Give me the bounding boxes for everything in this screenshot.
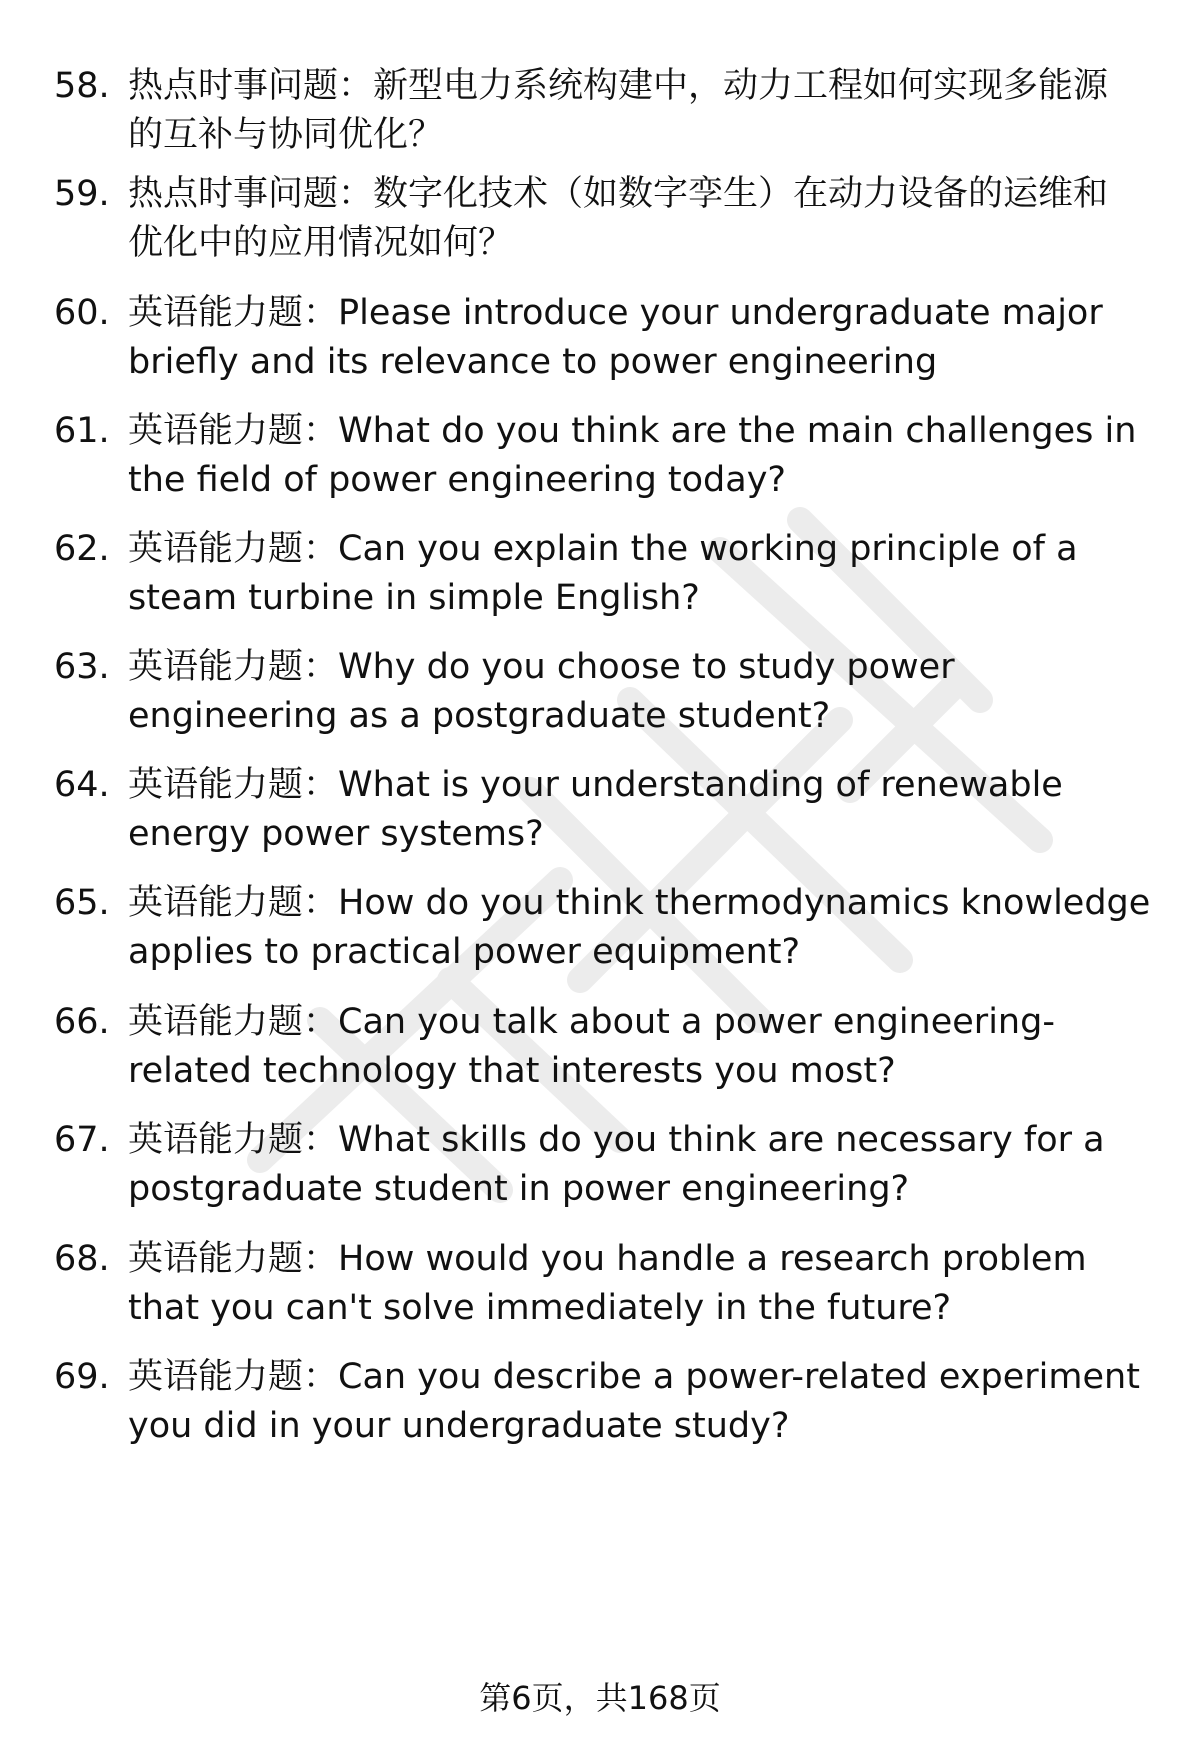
question-text-line: engineering as a postgraduate student? xyxy=(128,696,831,736)
question-item xyxy=(0,643,1200,743)
question-text-line: 优化中的应用情况如何？ xyxy=(128,223,514,263)
question-text xyxy=(128,643,1148,741)
question-text xyxy=(128,761,1148,859)
question-text-line: 英语能力题：Why do you choose to study power xyxy=(128,647,955,687)
question-item xyxy=(0,1235,1200,1335)
question-text-line: 热点时事问题：新型电力系统构建中，动力工程如何实现多能源 xyxy=(128,66,1109,106)
question-item xyxy=(0,1116,1200,1216)
question-number: 64. xyxy=(54,765,110,805)
question-item xyxy=(0,1353,1200,1453)
question-number: 66. xyxy=(54,1002,110,1042)
question-item xyxy=(0,879,1200,979)
question-item xyxy=(0,62,1200,162)
question-text-line: 的互补与协同优化？ xyxy=(128,115,444,155)
question-text xyxy=(128,289,1148,387)
question-number: 67. xyxy=(54,1120,110,1160)
question-number: 60. xyxy=(54,293,110,333)
question-text xyxy=(128,998,1148,1096)
question-text-line: postgraduate student in power engineering? xyxy=(128,1169,910,1209)
question-number: 63. xyxy=(54,647,110,687)
question-item xyxy=(0,407,1200,507)
question-text-line: 英语能力题：Can you talk about a power engineering- xyxy=(128,1002,1055,1042)
question-text xyxy=(128,1116,1148,1214)
question-text xyxy=(128,62,1148,160)
question-text-line: 英语能力题：What do you think are the main challenges in xyxy=(128,411,1137,451)
page-number: 第6页，共168页 xyxy=(479,1679,721,1717)
question-text xyxy=(128,879,1151,977)
question-text-line: 热点时事问题：数字化技术（如数字孪生）在动力设备的运维和 xyxy=(128,174,1109,214)
question-item xyxy=(0,170,1200,270)
question-text-line: you did in your undergraduate study? xyxy=(128,1406,790,1446)
question-text xyxy=(128,1353,1148,1451)
question-text-line: 英语能力题：What is your understanding of renewable xyxy=(128,765,1063,805)
question-text xyxy=(128,1235,1148,1333)
question-text-line: energy power systems? xyxy=(128,814,544,854)
question-text xyxy=(128,170,1148,268)
question-text-line: 英语能力题：How do you think thermodynamics knowledge xyxy=(128,883,1151,923)
question-item xyxy=(0,998,1200,1098)
question-number: 65. xyxy=(54,883,110,923)
question-text-line: 英语能力题：How would you handle a research problem xyxy=(128,1239,1087,1279)
question-number: 58. xyxy=(54,66,110,106)
question-text-line: that you can't solve immediately in the future? xyxy=(128,1288,952,1328)
question-number: 61. xyxy=(54,411,110,451)
question-text-line: related technology that interests you most? xyxy=(128,1051,896,1091)
question-text-line: steam turbine in simple English? xyxy=(128,578,700,618)
question-number: 69. xyxy=(54,1357,110,1397)
question-text-line: 英语能力题：Please introduce your undergraduate major xyxy=(128,293,1103,333)
question-text xyxy=(128,525,1148,623)
question-text-line: 英语能力题：What skills do you think are necessary for a xyxy=(128,1120,1105,1160)
question-text-line: the field of power engineering today? xyxy=(128,460,787,500)
question-text-line: briefly and its relevance to power engineering xyxy=(128,342,938,382)
question-number: 62. xyxy=(54,529,110,569)
question-text xyxy=(128,407,1148,505)
question-text-line: 英语能力题：Can you describe a power-related experiment xyxy=(128,1357,1140,1397)
question-text-line: 英语能力题：Can you explain the working principle of a xyxy=(128,529,1078,569)
question-item xyxy=(0,525,1200,625)
question-item xyxy=(0,761,1200,861)
question-item xyxy=(0,289,1200,389)
question-number: 59. xyxy=(54,174,110,214)
question-number: 68. xyxy=(54,1239,110,1279)
question-text-line: applies to practical power equipment? xyxy=(128,932,801,972)
